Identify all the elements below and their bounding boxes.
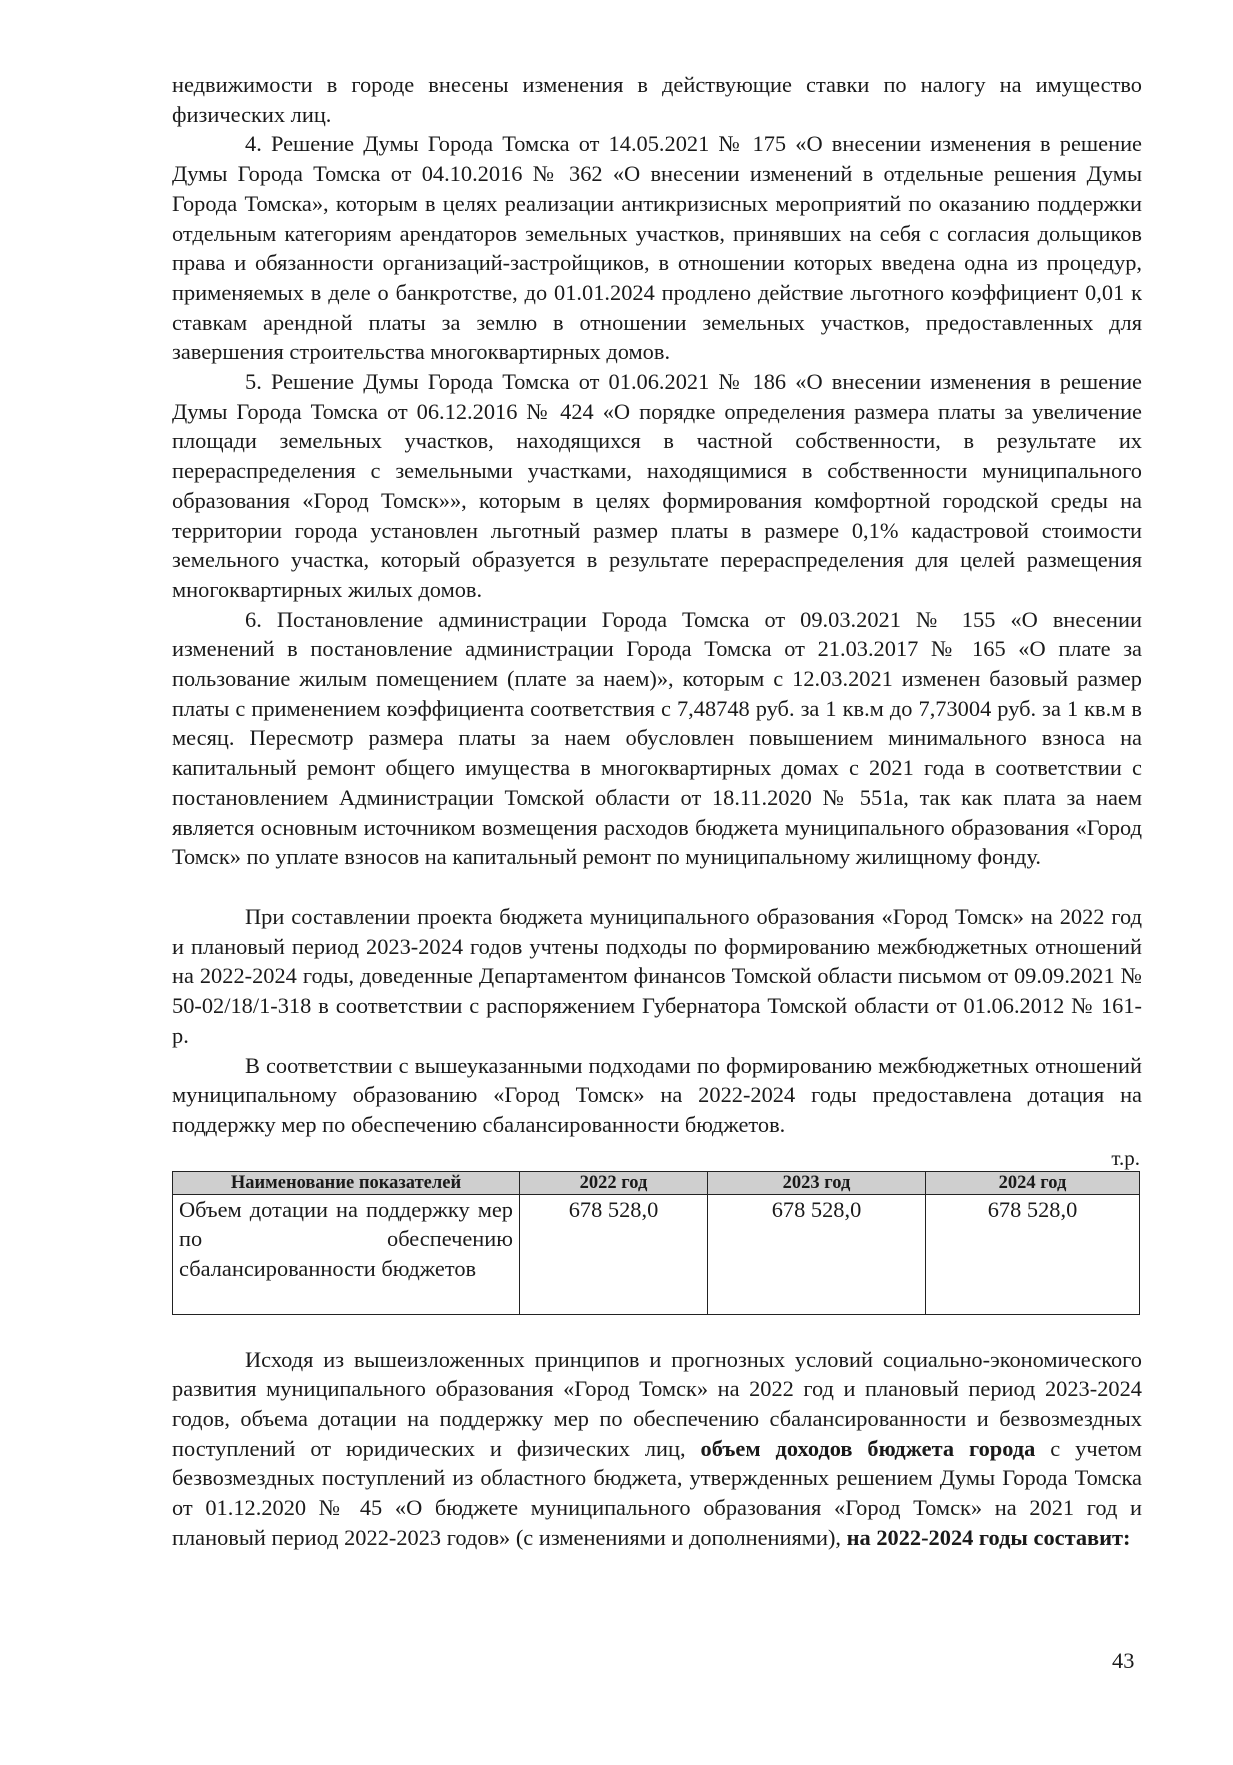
conclusion-text-1: Исходя из вышеизложенных принципов и прогнозных условий социально-экономического развития муниципального образования «Город Томск» на 2022 год и плановый период 2023-2024 годов, объема дотации на поддержку мер по обеспечению сбалансированности и безвозмездных поступлений от юридических и физических лиц, — [172, 1346, 1142, 1461]
header-2023: 2023 год — [708, 1171, 926, 1194]
header-indicator: Наименование показателей — [173, 1171, 520, 1194]
paragraph-item-6: 6. Постановление администрации Города Томска от 09.03.2021 № 155 «О внесении изменений в постановление администрации Города Томска от 21.03.2017 № 165 «О плате за пользование жилым помещением (плате за наем)», которым с 12.03.2021 изменен базовый размер платы с применением коэффициента соответствия с 7,48748 руб. за 1 кв.м до 7,73004 руб. за 1 кв.м в месяц. Пересмотр размера платы за наем обусловлен повышением минимального взноса на капитальный ремонт общего имущества в многоквартирных домах с 2021 года в соответствии с постановлением Администрации Томской области от 18.11.2020 № 551а, так как плата за наем является основным источником возмещения расходов бюджета муниципального образования «Город Томск» по уплате взносов на капитальный ремонт по муниципальному жилищному фонду. — [172, 606, 1142, 870]
paragraph-conclusion — [172, 1345, 1142, 1553]
conclusion-bold-years: на 2022-2024 годы составит: — [846, 1524, 1131, 1550]
table-header-row — [173, 1171, 1140, 1194]
header-2022: 2022 год — [520, 1171, 708, 1194]
page-number: 43 — [1112, 1648, 1135, 1673]
document-page — [172, 70, 1142, 1553]
row-value-2024: 678 528,0 — [926, 1194, 1140, 1314]
table-unit-label: т.р. — [1111, 1145, 1140, 1170]
row-value-2022: 678 528,0 — [520, 1194, 708, 1314]
paragraph-budget-draft: При составлении проекта бюджета муниципального образования «Город Томск» на 2022 год и плановый период 2023-2024 годов учтены подходы по формированию межбюджетных отношений на 2022-2024 годы, доведенные Департаментом финансов Томской области письмом от 09.09.2021 № 50-02/18/1-318 в соответствии с распоряжением Губернатора Томской области от 01.06.2012 № 161-р. — [172, 903, 1142, 1048]
conclusion-text-2: с учетом безвозмездных поступлений из областного бюджета, утвержденных решением Думы Города Томска от 01.12.2020 № 45 «О бюджете муниципального образования «Город Томск» на 2021 год и плановый период 2022-2023 годов» (с изменениями и дополнениями), — [172, 1435, 1142, 1550]
paragraph-item-5: 5. Решение Думы Города Томска от 01.06.2021 № 186 «О внесении изменения в решение Думы Города Томска от 06.12.2016 № 424 «О порядке определения размера платы за увеличение площади земельных участков, находящихся в частной собственности, в результате их перераспределения с земельными участками, находящимися в собственности муниципального образования «Город Томск»», которым в целях формирования комфортной городской среды на территории города установлен льготный размер платы в размере 0,1% кадастровой стоимости земельного участка, который образуется в результате перераспределения для целей размещения многоквартирных жилых домов. — [172, 369, 1142, 602]
row-name-cell: Объем дотации на поддержку мер по обеспечению сбалансированности бюджетов — [173, 1194, 520, 1314]
table-row — [173, 1194, 1140, 1314]
paragraph-subsidy: В соответствии с вышеуказанными подходами по формированию межбюджетных отношений муниципальному образованию «Город Томск» на 2022-2024 годы предоставлена дотация на поддержку мер по обеспечению сбалансированности бюджетов. — [172, 1052, 1142, 1137]
conclusion-bold-revenue: объем доходов бюджета города — [700, 1435, 1036, 1461]
row-value-2023: 678 528,0 — [708, 1194, 926, 1314]
paragraph-continuation: недвижимости в городе внесены изменения в действующие ставки по налогу на имущество физических лиц. — [172, 72, 1142, 127]
header-2024: 2024 год — [926, 1171, 1140, 1194]
subsidy-table — [172, 1171, 1140, 1315]
paragraph-item-4: 4. Решение Думы Города Томска от 14.05.2021 № 175 «О внесении изменения в решение Думы Города Томска от 04.10.2016 № 362 «О внесении изменений в отдельные решения Думы Города Томска», которым в целях реализации антикризисных мероприятий по оказанию поддержки отдельным категориям арендаторов земельных участков, принявших на себя с согласия дольщиков права и обязанности организаций-застройщиков, в отношении которых введена одна из процедур, применяемых в деле о банкротстве, до 01.01.2024 продлено действие льготного коэффициент 0,01 к ставкам арендной платы за землю в отношении земельных участков, предоставленных для завершения строительства многоквартирных домов. — [172, 131, 1142, 365]
